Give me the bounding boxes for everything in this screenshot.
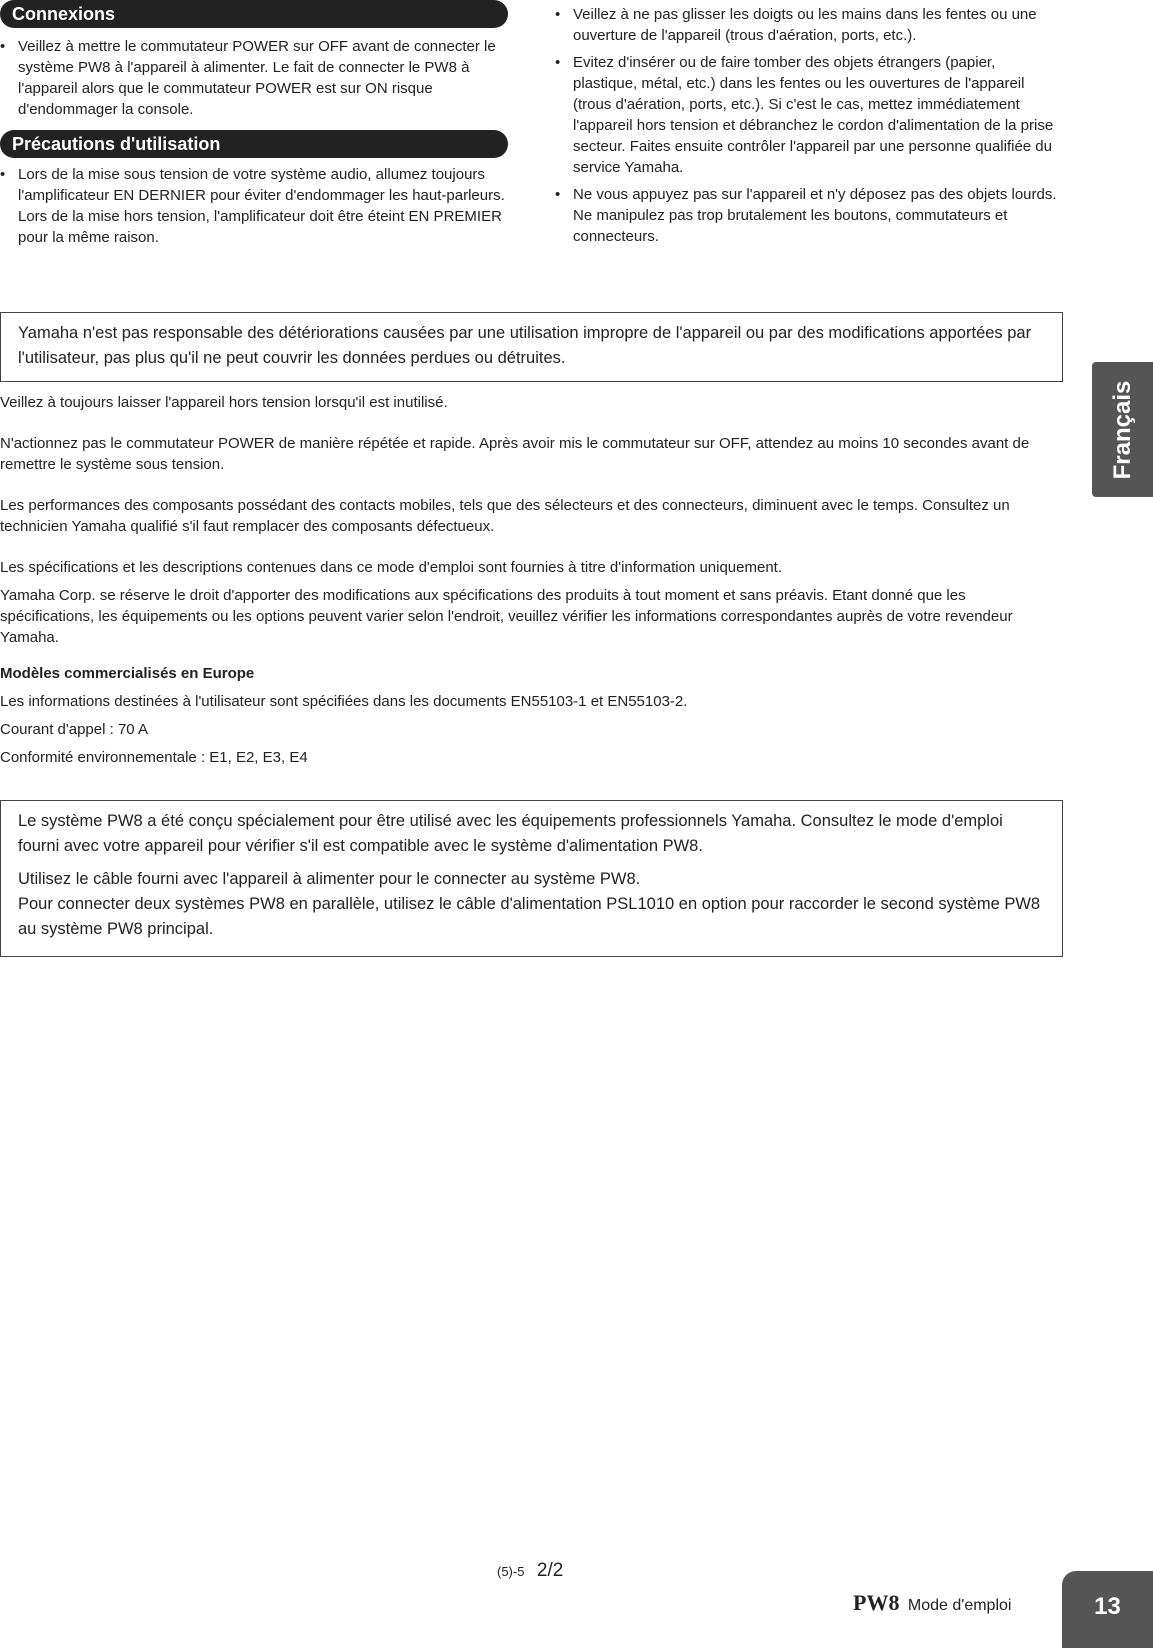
pw8-info-box xyxy=(0,800,1063,957)
footer-code xyxy=(497,1560,563,1582)
footer-title xyxy=(853,1590,1011,1616)
section-heading-precautions: Précautions d'utilisation xyxy=(0,130,508,158)
footer-page-of: 2/2 xyxy=(536,1560,564,1581)
footer-code-text: (5)-5 xyxy=(497,1564,525,1579)
note-paragraph: N'actionnez pas le commutateur POWER de manière répétée et rapide. Après avoir mis le commutateur sur OFF, attendez au moins 10 secondes avant de remettre le système sous tension. xyxy=(0,435,1030,473)
pw8-paragraph: Utilisez le câble fourni avec l'appareil à alimenter pour le connecter au système PW8. xyxy=(18,870,641,888)
list-item: • Veillez à mettre le commutateur POWER sur OFF avant de connecter le système PW8 à l'appareil à alimenter. Le fait de connecter le PW8 à l'appareil alors que le commutateur POWER est sur ON risque d'endommager la console. xyxy=(0,36,508,120)
page-number-tab xyxy=(1062,1571,1153,1648)
list-item: • Ne vous appuyez pas sur l'appareil et n'y déposez pas des objets lourds. Ne manipulez pas trop brutalement les boutons, commutateurs et connecteurs. xyxy=(555,184,1063,247)
note-paragraph: Yamaha Corp. se réserve le droit d'apporter des modifications aux spécifications des produits à tout moment et sans préavis. Etant donné que les spécifications, les équipements ou les options peuvent varier selon l'endroit, veuillez vérifier les informations correspondantes auprès de votre revendeur Yamaha. xyxy=(0,587,1013,646)
page-number: 13 xyxy=(1094,1593,1121,1620)
notes-block xyxy=(0,392,1063,648)
europe-block xyxy=(0,663,1063,768)
europe-line: Courant d'appel : 70 A xyxy=(0,721,148,738)
disclaimer-box xyxy=(0,312,1063,382)
precautions-list xyxy=(0,164,508,254)
europe-heading: Modèles commercialisés en Europe xyxy=(0,665,255,682)
pw8-paragraph: Le système PW8 a été conçu spécialement pour être utilisé avec les équipements professionnels Yamaha. Consultez le mode d'emploi fourni avec votre appareil pour vérifier s'il est compatible avec le système d'alimentation PW8. xyxy=(18,812,1003,855)
section-heading-connexions: Connexions xyxy=(0,0,508,28)
note-paragraph: Les spécifications et les descriptions contenues dans ce mode d'emploi sont fournies à titre d'information uniquement. xyxy=(0,559,782,576)
europe-line: Les informations destinées à l'utilisateur sont spécifiées dans les documents EN55103-1 et EN55103-2. xyxy=(0,693,688,710)
language-tab xyxy=(1092,362,1153,497)
note-paragraph: Les performances des composants possédant des contacts mobiles, tels que des sélecteurs et des connecteurs, diminuent avec le temps. Consultez un technicien Yamaha qualifié s'il faut remplacer des composants défectueux. xyxy=(0,497,1010,535)
note-paragraph: Veillez à toujours laisser l'appareil hors tension lorsqu'il est inutilisé. xyxy=(0,394,448,411)
europe-line: Conformité environnementale : E1, E2, E3, E4 xyxy=(0,749,308,766)
disclaimer-text: Yamaha n'est pas responsable des détériorations causées par une utilisation impropre de l'appareil ou par des modifications apportées par l'utilisateur, pas plus qu'il ne peut couvrir les données perdues ou détruites. xyxy=(18,324,1032,367)
language-tab-label: Français xyxy=(1108,380,1136,479)
footer-model: PW8 xyxy=(853,1590,900,1615)
list-item: • Veillez à ne pas glisser les doigts ou les mains dans les fentes ou une ouverture de l'appareil (trous d'aération, ports, etc.). xyxy=(555,4,1063,46)
connexions-list xyxy=(0,36,508,126)
pw8-paragraph: Pour connecter deux systèmes PW8 en parallèle, utilisez le câble d'alimentation PSL1010 en option pour raccorder le second système PW8 au système PW8 principal. xyxy=(18,895,1041,938)
list-item: • Lors de la mise sous tension de votre système audio, allumez toujours l'amplificateur EN DERNIER pour éviter d'endommager les haut-parleurs. Lors de la mise hors tension, l'amplificateur doit être éteint EN PREMIER pour la même raison. xyxy=(0,164,508,248)
footer-manual: Mode d'emploi xyxy=(907,1597,1012,1614)
right-column-list xyxy=(555,4,1063,253)
list-item: • Evitez d'insérer ou de faire tomber des objets étrangers (papier, plastique, métal, etc.) dans les fentes ou les ouvertures de l'appareil (trous d'aération, ports, etc.). Si c'est le cas, mettez immédiatement l'appareil hors tension et débranchez le cordon d'alimentation de la prise secteur. Faites ensuite contrôler l'appareil par une personne qualifiée du service Yamaha. xyxy=(555,52,1063,178)
